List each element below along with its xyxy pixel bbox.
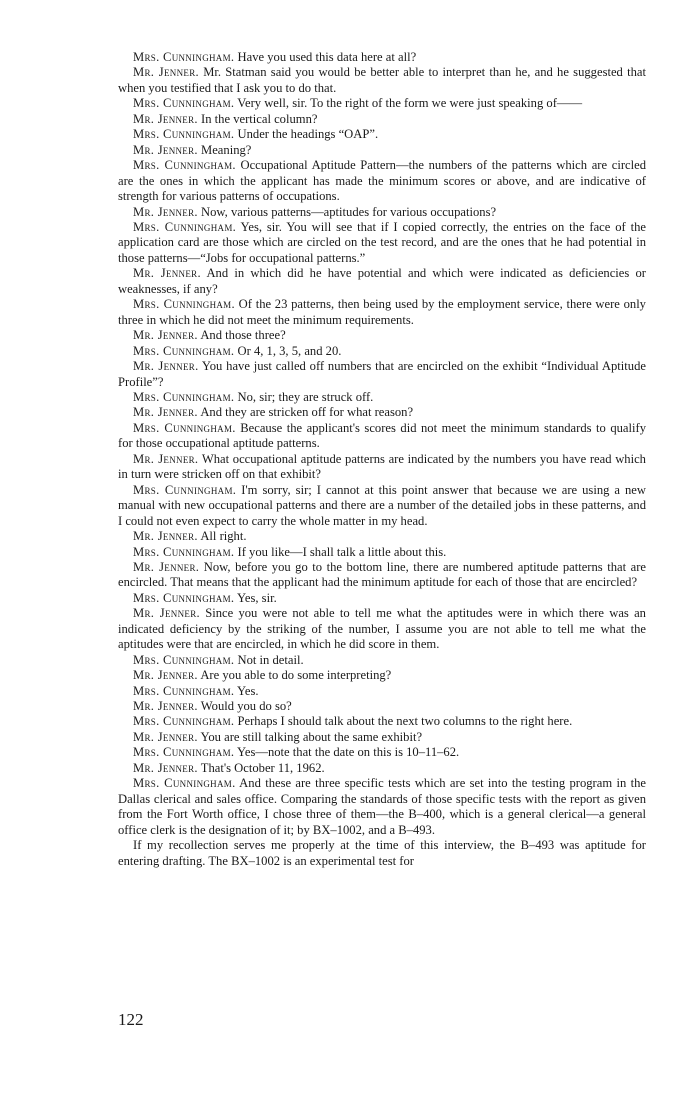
transcript-paragraph	[118, 714, 646, 729]
speaker-label: Mrs. Cunningham.	[133, 219, 237, 234]
transcript-paragraph	[118, 205, 646, 220]
paragraph-text: I'm sorry, sir; I cannot at this point answer that because we are using a new manual with new occupational patterns and there are a number of the detailed jobs in these patterns, and I could not even expect to carry the whole matter in my head.	[118, 482, 646, 528]
paragraph-text: Mr. Statman said you would be better able to interpret than he, and he suggested that when you testified that I ask you to do that.	[118, 65, 646, 95]
transcript-paragraph	[118, 483, 646, 529]
transcript-paragraph	[118, 560, 646, 591]
paragraph-text: Meaning?	[201, 142, 252, 157]
transcript-paragraph	[118, 127, 646, 142]
paragraph-text: Are you able to do some interpreting?	[200, 668, 392, 683]
speaker-label: Mr. Jenner.	[133, 699, 198, 714]
transcript-paragraph	[118, 545, 646, 560]
paragraph-text: No, sir; they are struck off.	[237, 389, 374, 404]
paragraph-text: Because the applicant's scores did not meet the minimum standards to qualify for those occupational aptitude patterns.	[118, 420, 646, 451]
speaker-label: Mrs. Cunningham.	[133, 776, 236, 791]
speaker-label: Mrs. Cunningham.	[133, 652, 235, 667]
transcript-paragraph	[118, 328, 646, 343]
transcript-paragraph	[118, 220, 646, 266]
paragraph-text: Yes—note that the date on this is 10–11–62.	[237, 745, 460, 760]
transcript-paragraph	[118, 776, 646, 838]
speaker-label: Mr. Jenner.	[133, 65, 199, 80]
paragraph-text: And they are stricken off for what reason?	[200, 405, 414, 420]
transcript-paragraph	[118, 745, 646, 760]
speaker-label: Mr. Jenner.	[133, 204, 198, 219]
transcript-paragraph	[118, 684, 646, 699]
paragraph-text: Not in detail.	[237, 652, 304, 667]
paragraph-text: All right.	[200, 529, 247, 544]
transcript-paragraph	[118, 112, 646, 127]
paragraph-text: If you like—I shall talk a little about this.	[237, 544, 447, 559]
transcript-paragraph	[118, 730, 646, 745]
transcript-paragraph	[118, 390, 646, 405]
paragraph-text: What occupational aptitude patterns are indicated by the numbers you have read which in turn were stricken off on that exhibit?	[118, 451, 646, 482]
transcript-body	[118, 50, 646, 869]
speaker-label: Mrs. Cunningham.	[133, 343, 235, 358]
transcript-paragraph	[118, 344, 646, 359]
paragraph-text: Would you do so?	[200, 699, 292, 714]
transcript-paragraph	[118, 699, 646, 714]
speaker-label: Mrs. Cunningham.	[133, 745, 235, 760]
transcript-paragraph	[118, 606, 646, 652]
paragraph-text: You have just called off numbers that are encircled on the exhibit “Individual Aptitude Profile”?	[118, 359, 646, 389]
speaker-label: Mrs. Cunningham.	[133, 420, 236, 435]
paragraph-text: Have you used this data here at all?	[237, 50, 417, 64]
paragraph-text: Occupational Aptitude Pattern—the numbers of the patterns which are circled are the ones in which the applicant has made the minimum scores or above, and are indicative of strength for various patterns of occupations.	[118, 158, 646, 204]
speaker-label: Mrs. Cunningham.	[133, 297, 235, 312]
paragraph-text: Yes.	[237, 683, 259, 698]
speaker-label: Mrs. Cunningham.	[133, 683, 235, 698]
speaker-label: Mr. Jenner.	[133, 668, 198, 683]
paragraph-text: You are still talking about the same exhibit?	[200, 729, 423, 744]
speaker-label: Mr. Jenner.	[133, 111, 198, 126]
speaker-label: Mrs. Cunningham.	[133, 389, 235, 404]
paragraph-text: Now, various patterns—aptitudes for various occupations?	[201, 204, 497, 219]
transcript-paragraph	[118, 421, 646, 452]
speaker-label: Mrs. Cunningham.	[133, 50, 235, 64]
speaker-label: Mrs. Cunningham.	[133, 158, 236, 173]
transcript-paragraph	[118, 65, 646, 96]
paragraph-text: Or 4, 1, 3, 5, and 20.	[237, 343, 342, 358]
transcript-paragraph	[118, 529, 646, 544]
paragraph-text: Yes, sir. You will see that if I copied correctly, the entries on the face of the application card are those which are circled on the test record, and are the ones that he had potential in those patterns—“Jobs for occupational patterns.”	[118, 219, 646, 265]
transcript-paragraph	[118, 50, 646, 65]
paragraph-text: That's October 11, 1962.	[200, 760, 325, 775]
paragraph-text: Of the 23 patterns, then being used by the employment service, there were only three in which he did not meet the minimum requirements.	[118, 297, 646, 327]
transcript-paragraph	[118, 266, 646, 297]
transcript-paragraph	[118, 591, 646, 606]
speaker-label: Mrs. Cunningham.	[133, 590, 235, 605]
transcript-paragraph	[118, 405, 646, 420]
speaker-label: Mr. Jenner.	[133, 559, 200, 574]
transcript-paragraph	[118, 158, 646, 204]
transcript-paragraph	[118, 761, 646, 776]
speaker-label: Mr. Jenner.	[133, 359, 199, 374]
paragraph-text: Yes, sir.	[237, 590, 277, 605]
paragraph-text: And these are three specific tests which are set into the testing program in the Dallas clerical and sales office. Comparing the standards of those specific tests with the report as given from the Fort Worth office, I chose three of them—the B–400, which is a general clerical—a general office clerk is the designation of it; by BX–1002, and a B–493.	[118, 776, 646, 837]
paragraph-text: And those three?	[200, 328, 286, 343]
speaker-label: Mr. Jenner.	[133, 606, 200, 621]
speaker-label: Mr. Jenner.	[133, 529, 198, 544]
speaker-label: Mr. Jenner.	[133, 266, 201, 281]
paragraph-text: And in which did he have potential and which were indicated as deficiencies or weaknesses, if any?	[118, 266, 646, 296]
transcript-paragraph	[118, 838, 646, 869]
paragraph-text: Very well, sir. To the right of the form we were just speaking of——	[237, 96, 583, 111]
speaker-label: Mr. Jenner.	[133, 729, 198, 744]
speaker-label: Mr. Jenner.	[133, 328, 198, 343]
speaker-label: Mrs. Cunningham.	[133, 482, 237, 497]
paragraph-text: Since you were not able to tell me what the aptitudes were in which there was an indicated deficiency by the striking of the number, I assume you are not able to tell me what the aptitudes were that are encircled, in which he did score in them.	[118, 606, 646, 652]
transcript-paragraph	[118, 297, 646, 328]
transcript-paragraph	[118, 452, 646, 483]
speaker-label: Mr. Jenner.	[133, 405, 198, 420]
paragraph-text: In the vertical column?	[201, 111, 318, 126]
transcript-paragraph	[118, 96, 646, 111]
speaker-label: Mr. Jenner.	[133, 451, 199, 466]
speaker-label: Mr. Jenner.	[133, 760, 198, 775]
paragraph-text: Now, before you go to the bottom line, there are numbered aptitude patterns that are encircled. That means that the applicant had the minimum aptitude for each of those that are encircled?	[118, 559, 646, 590]
transcript-paragraph	[118, 359, 646, 390]
paragraph-text: Under the headings “OAP”.	[237, 127, 379, 142]
page-number: 122	[118, 1010, 144, 1029]
speaker-label: Mrs. Cunningham.	[133, 544, 235, 559]
transcript-paragraph	[118, 143, 646, 158]
transcript-paragraph	[118, 668, 646, 683]
speaker-label: Mrs. Cunningham.	[133, 127, 235, 142]
paragraph-text: If my recollection serves me properly at the time of this interview, the B–493 was aptitude for entering drafting. The BX–1002 is an experimental test for	[118, 838, 646, 868]
paragraph-text: Perhaps I should talk about the next two columns to the right here.	[237, 714, 573, 729]
speaker-label: Mrs. Cunningham.	[133, 714, 235, 729]
speaker-label: Mrs. Cunningham.	[133, 96, 235, 111]
transcript-paragraph	[118, 653, 646, 668]
speaker-label: Mr. Jenner.	[133, 142, 198, 157]
